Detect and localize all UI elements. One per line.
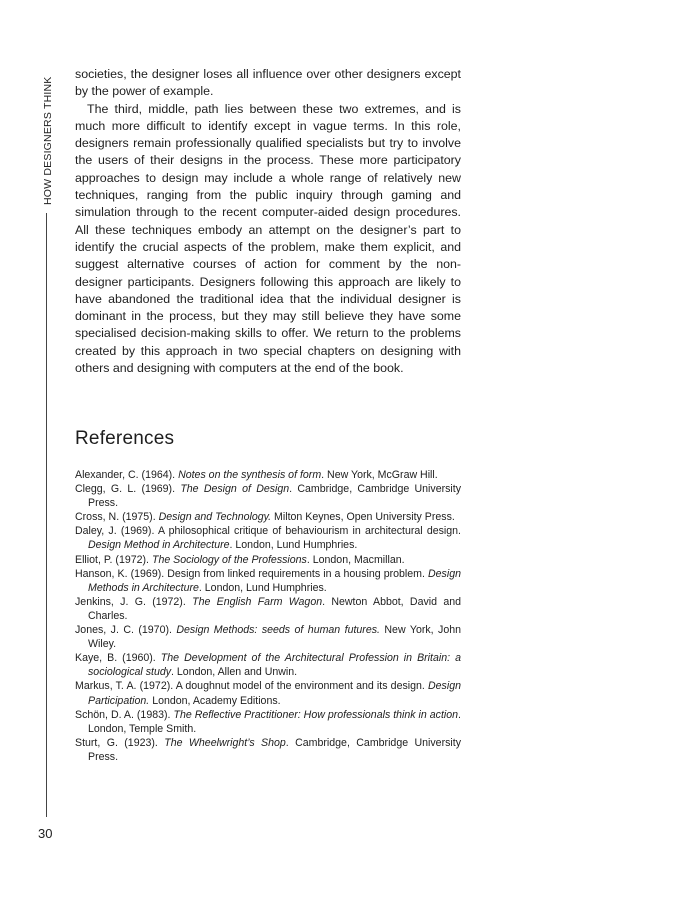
ref-title: The Wheelwright’s Shop <box>164 736 286 749</box>
ref-rest: . London, Temple Smith. <box>88 708 461 735</box>
reference-item <box>75 651 461 679</box>
ref-title: Design and Technology. <box>158 511 272 524</box>
ref-title: Notes on the synthesis of form <box>178 469 322 481</box>
ref-author: Daley, J. (1969). A philosophical critique of behaviourism in architectural design. <box>75 525 461 538</box>
ref-title: The Reflective Practitioner: How professionals think in action <box>173 708 459 721</box>
reference-item <box>75 524 461 552</box>
reference-item <box>75 567 461 595</box>
ref-rest: New York, John Wiley. <box>88 624 462 651</box>
ref-author: Clegg, G. L. (1969). <box>75 483 176 496</box>
reference-item <box>75 482 461 510</box>
page-number: 30 <box>38 826 53 841</box>
ref-author: Alexander, C. (1964). <box>75 469 176 481</box>
body-paragraph: societies, the designer loses all influence over other designers except by the power of example. <box>75 67 461 99</box>
body-paragraph: The third, middle, path lies between these two extremes, and is much more difficult to identify except in vague terms. In this role, designers remain professionally qualified specialists but try to involve the users of their designs in the process. These more participatory approaches to design may include a whole range of relatively new techniques, ranging from the public inquiry through gaming and simulation through to the recent computer-aided design procedures. All these techniques embody an attempt on the designer’s part to identify the crucial aspects of the problem, make them explicit, and suggest alternative courses of action for comment by the non-designer participants. Designers following this approach are likely to have abandoned the traditional idea that the individual designer is dominant in the process, but they may still believe they have some specialised decision-making skills to offer. We return to the problems created by this approach in two special chapters on designing with others and designing with computers at the end of the book. <box>75 101 461 376</box>
margin-rule <box>46 213 47 817</box>
ref-rest: . Cambridge, Cambridge University Press. <box>88 736 461 763</box>
ref-author: Sturt, G. (1923). <box>75 736 158 749</box>
ref-author: Kaye, B. (1960). <box>75 652 156 665</box>
ref-title: Design Method in Architecture <box>88 539 230 552</box>
running-head-text: HOW DESIGNERS THINK <box>42 76 54 205</box>
ref-rest: . London, Macmillan. <box>306 553 405 566</box>
reference-item <box>75 708 461 736</box>
reference-item <box>75 679 461 707</box>
ref-rest: . London, Lund Humphries. <box>229 539 358 552</box>
ref-author: Cross, N. (1975). <box>75 511 156 524</box>
ref-title: The English Farm Wagon <box>192 595 323 608</box>
reference-item <box>75 595 461 623</box>
reference-item <box>75 553 461 567</box>
running-head <box>41 65 55 205</box>
reference-item <box>75 736 461 764</box>
references-list <box>75 468 461 764</box>
ref-rest: Milton Keynes, Open University Press. <box>271 511 455 524</box>
ref-rest: London, Academy Editions. <box>149 694 281 707</box>
reference-item <box>75 623 461 651</box>
reference-item <box>75 510 461 524</box>
ref-title: The Sociology of the Professions <box>151 553 307 566</box>
ref-author: Elliot, P. (1972). <box>75 553 150 566</box>
reference-item <box>75 468 461 482</box>
body-text <box>75 66 461 377</box>
ref-rest: . London, Allen and Unwin. <box>171 666 298 679</box>
ref-title: Design Participation. <box>88 680 461 707</box>
ref-author: Jones, J. C. (1970). <box>75 624 172 637</box>
ref-author: Markus, T. A. (1972). A doughnut model of the environment and its design. <box>75 680 425 693</box>
ref-rest: . London, Lund Humphries. <box>198 581 327 594</box>
ref-author: Schön, D. A. (1983). <box>75 708 171 721</box>
ref-rest: . Newton Abbot, David and Charles. <box>88 595 461 622</box>
ref-rest: . Cambridge, Cambridge University Press. <box>88 483 462 510</box>
ref-title: The Development of the Architectural Profession in Britain: a sociological study <box>88 652 461 679</box>
ref-title: Design Methods in Architecture <box>88 567 461 594</box>
ref-author: Hanson, K. (1969). Design from linked requirements in a housing problem. <box>75 567 425 580</box>
ref-title: Design Methods: seeds of human futures. <box>176 624 380 637</box>
references-heading: References <box>75 428 175 449</box>
ref-title: The Design of Design <box>180 483 290 496</box>
ref-author: Jenkins, J. G. (1972). <box>75 595 186 608</box>
ref-rest: . New York, McGraw Hill. <box>321 469 438 481</box>
